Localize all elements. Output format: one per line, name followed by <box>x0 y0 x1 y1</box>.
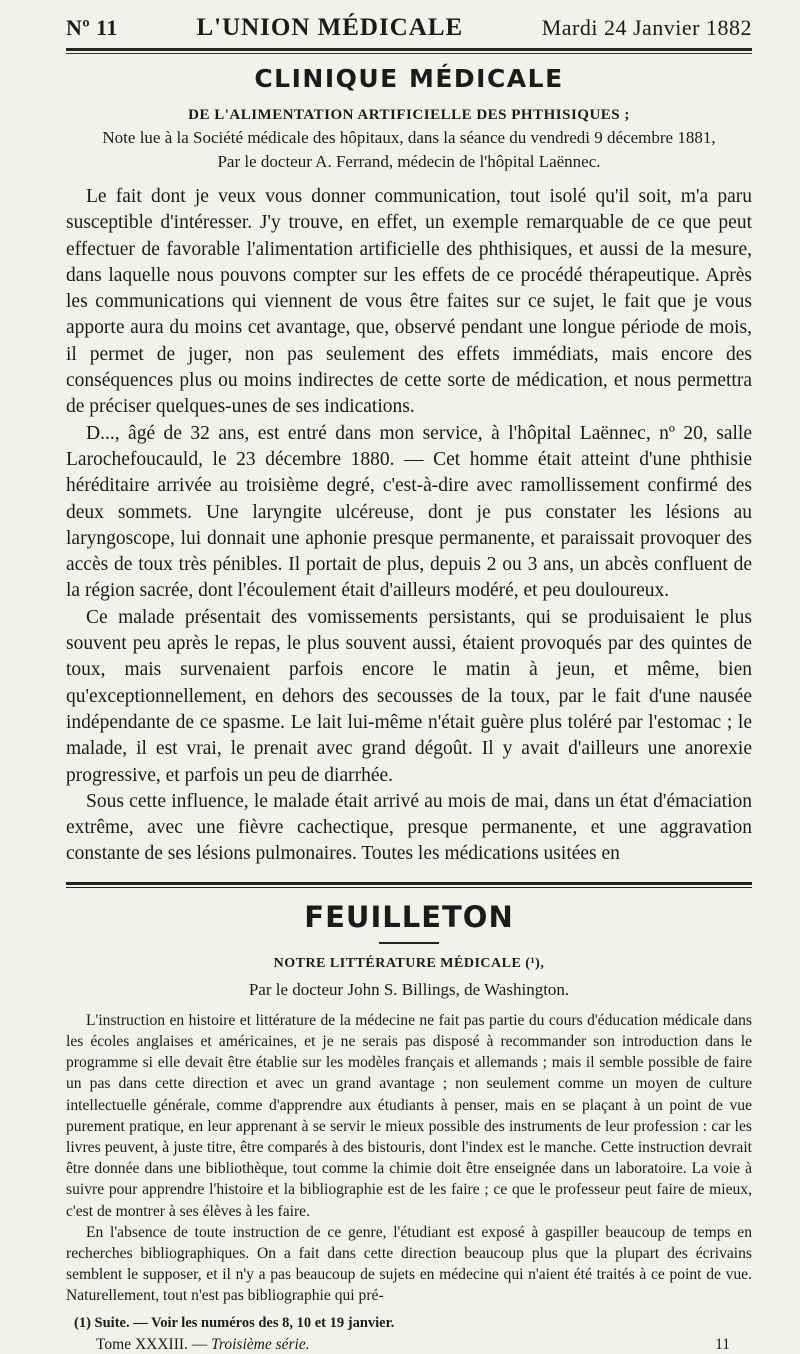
series-label: Troisième série. <box>211 1335 310 1353</box>
page-footer <box>66 1336 752 1354</box>
feuilleton-paragraph: L'instruction en histoire et littérature de la médecine ne fait pas partie du cours d'éducation médicale dans les écoles anglaises et américaines, et je ne serais pas disposé à recommander son introduction dans le programme si elle devait être établie sur les modèles français et allemands ; mais il semble possible de faire un pas dans cette direction et avec un grand avantage ; non seulement comme un moyen de culture intellectuelle générale, comme d'apprendre aux étudiants à penser, mais en se plaçant à un point de vue purement pratique, en leur apprenant à se servir le mieux possible des instruments de leur profession : car les livres peuvent, à juste titre, être comparés à des bistouris, dont l'index est le manche. Cette instruction devrait être donnée dans une bibliothèque, tout comme la chimie doit être enseignée dans un laboratoire. La voie à suivre pour apprendre l'histoire et la bibliographie est de les faire ; ce que le professeur peut faire de mieux, c'est de montrer à ses élèves à les faire. <box>66 1011 752 1220</box>
article-paragraph: D..., âgé de 32 ans, est entré dans mon service, à l'hôpital Laënnec, nº 20, salle Larochefoucauld, le 23 décembre 1880. — Cet homme était atteint d'une phthisie héréditaire arrivée au troisième degré, c'est-à-dire avec ramollissement confirmé des deux sommets. Une laryngite ulcéreuse, dont je pus constater les lésions au laryngoscope, lui donnait une aphonie presque permanente, et paraissait provoquer des accès de toux très pénibles. Il portait de plus, depuis 2 ou 3 ans, un abcès confluent de la région sacrée, dont l'écoulement était d'ailleurs modéré, et peu douloureux. <box>66 422 752 602</box>
title-rule <box>379 942 439 944</box>
masthead <box>66 14 752 42</box>
section-divider <box>66 882 752 885</box>
article-note: Note lue à la Société médicale des hôpitaux, dans la séance du vendredi 9 décembre 1881, <box>102 128 716 147</box>
article-paragraph: Le fait dont je veux vous donner communication, tout isolé qu'il soit, m'a paru susceptible d'intéresser. J'y trouve, en effet, un exemple remarquable de ce que peut effectuer de favorable l'alimentation artificielle des phthisiques, et aussi de la mesure, dans laquelle nous pouvons compter sur les effets de ce procédé thérapeutique. Après les communications qui viennent de vous être faites sur ce sujet, le fait que je vous apporte aura du moins cet avantage, que, observé pendant une longue période de mois, il permet de juger, non pas seulement des effets immédiats, mais encore des conséquences plus ou moins indirectes de cette sorte de médication, et nous permettra de préciser quelques-unes de ses indications. <box>66 186 752 418</box>
page-number: 11 <box>715 1335 730 1353</box>
feuilleton-title: FEUILLETON <box>304 899 514 934</box>
volume-label: Tome XXXIII. — <box>96 1335 208 1353</box>
footnote: (1) Suite. — Voir les numéros des 8, 10 et 19 janvier. <box>74 1314 395 1331</box>
article-body <box>66 184 752 868</box>
section-divider-thin <box>66 887 752 888</box>
section-title: CLINIQUE MÉDICALE <box>254 64 564 93</box>
footer-volume <box>96 1336 310 1354</box>
article-title: DE L'ALIMENTATION ARTIFICIELLE DES PHTHISIQUES ; <box>188 107 630 123</box>
article-paragraph: Ce malade présentait des vomissements persistants, qui se produisaient le plus souvent peu après le repas, le plus souvent aussi, étaient provoqués par des quintes de toux, mais survenaient parfois encore le matin à jeun, et même, bien qu'exceptionnellement, en dehors des secousses de la toux, par le fait d'une nausée indépendante de ce spasme. Le lait lui-même n'était guère plus toléré par l'estomac ; le malade, il est vrai, le prenait avec grand dégoût. Il y avait d'ailleurs une anorexie progressive, et parfois un peu de diarrhée. <box>66 606 752 786</box>
issue-number: Nº 11 <box>66 15 118 40</box>
article-paragraph: Sous cette influence, le malade était arrivé au mois de mai, dans un état d'émaciation extrême, avec une fièvre cachectique, presque permanente, et une aggravation constante de ses lésions pulmonaires. Toutes les médications usitées en <box>66 790 752 865</box>
feuilleton-subtitle: NOTRE LITTÉRATURE MÉDICALE (¹), <box>273 955 545 971</box>
feuilleton-paragraph: En l'absence de toute instruction de ce genre, l'étudiant est exposé à gaspiller beaucoup de temps en recherches bibliographiques. On a fait dans cette direction beaucoup plus que la plupart des écrivains semblent le supposer, et il n'y a pas beaucoup de sujets en médecine qui n'aient été traités à ce point de vue. Naturellement, tout n'est pas bibliographie qui pré- <box>66 1223 752 1305</box>
feuilleton-body <box>66 1010 752 1307</box>
masthead-rule <box>66 48 752 51</box>
article-byline: Par le docteur A. Ferrand, médecin de l'hôpital Laënnec. <box>217 152 601 171</box>
journal-title: L'UNION MÉDICALE <box>196 14 464 41</box>
feuilleton-byline: Par le docteur John S. Billings, de Washington. <box>248 979 570 999</box>
masthead-rule-thin <box>66 53 752 54</box>
issue-date: Mardi 24 Janvier 1882 <box>541 15 752 40</box>
